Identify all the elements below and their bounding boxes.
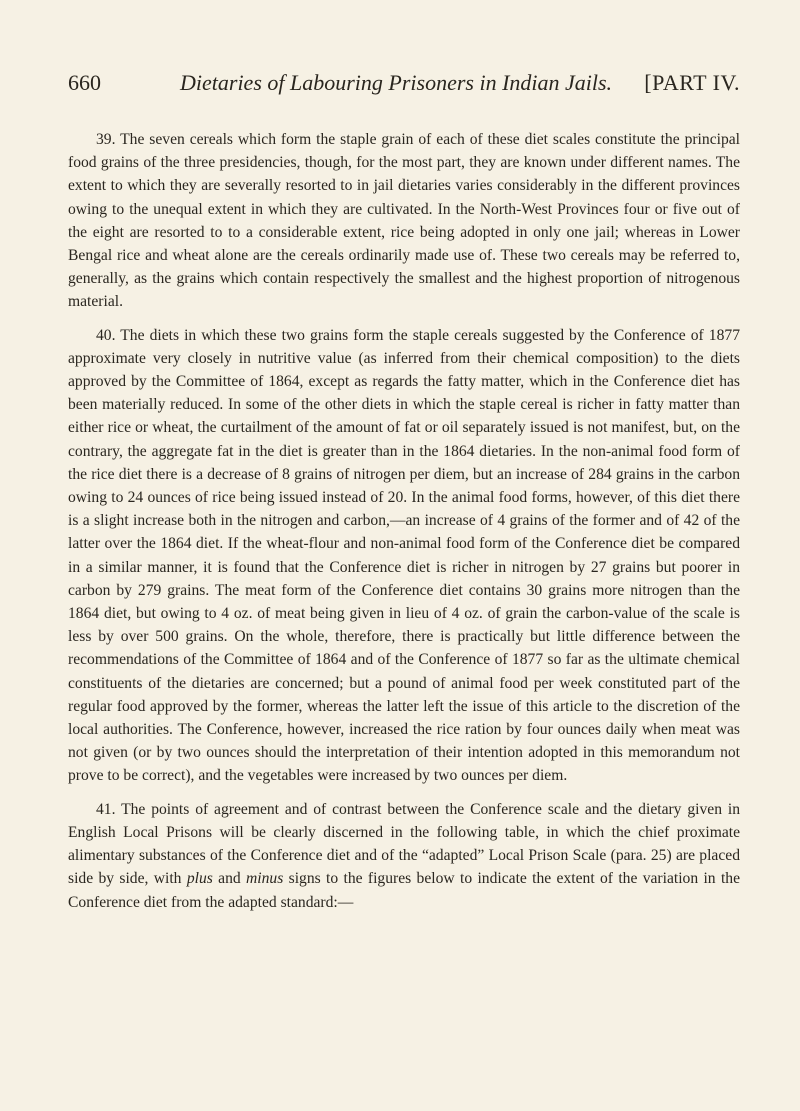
paragraph-41 — [68, 798, 740, 914]
plus-word: plus — [186, 870, 213, 888]
and-word: and — [212, 870, 247, 888]
paragraph-41-text: 41. The points of agreement and of contrast between the Conference scale and the dietary given in English Local Prisons will be clearly discerned in the following table, in which the chief proximate alimentary substances of the Conference diet and of the “adapted” Local Prison Scale (para. 25) are placed side by side, with — [68, 800, 740, 888]
page-number: 660 — [68, 70, 101, 95]
part-label: [PART IV. — [644, 70, 740, 95]
paragraph-40: 40. The diets in which these two grains form the staple cereals suggested by the Conference of 1877 approximate very closely in nutritive value (as inferred from their chemical composition) to the diets approved by the Committee of 1864, except as regards the fatty matter, which in the Conference diet has been materially reduced. In some of the other diets in which the staple cereal is richer in fatty matter than either rice or wheat, the curtailment of the amount of fat or oil separately issued is not manifest, but, on the contrary, the aggregate fat in the diet is greater than in the 1864 dietaries. In the non-animal food form of the rice diet there is a decrease of 8 grains of nitrogen per diem, but an increase of 284 grains in the carbon owing to 24 ounces of rice being issued instead of 20. In the animal food forms, however, of this diet there is a slight increase both in the nitrogen and carbon,—an increase of 4 grains of the former and of 42 of the latter over the 1864 diet. If the wheat-flour and non-animal food form of the Conference diet be compared in a similar manner, it is found that the Conference diet is richer in nitrogen by 27 grains but poorer in carbon by 279 grains. The meat form of the Conference diet contains 30 grains more nitrogen than the 1864 diet, but owing to 4 oz. of meat being given in lieu of 4 oz. of grain the carbon-value of the scale is less by over 500 grains. On the whole, therefore, there is practically but little difference between the recommendations of the Committee of 1864 and of the Conference of 1877 so far as the ultimate chemical constituents of the dietaries are concerned; but a pound of animal food per week constituted part of the regular food approved by the former, whereas the latter left the issue of this article to the discretion of the local authorities. The Conference, however, increased the rice ration by four ounces daily when meat was not given (or by two ounces should the interpretation of their intention adopted in this memorandum not prove to be correct), and the vegetables were increased by two ounces per diem. — [68, 326, 740, 785]
paragraph-41-text-end: signs to the figures below to indicate the extent of the variation in the Conference diet from the adapted standard:— — [68, 870, 740, 911]
page-body — [68, 128, 740, 914]
running-title: Dietaries of Labouring Prisoners in Indian Jails. — [180, 70, 613, 95]
paragraph-39: 39. The seven cereals which form the staple grain of each of these diet scales constitute the principal food grains of the three presidencies, though, for the most part, they are known under different names. The extent to which they are severally resorted to in jail dietaries varies considerably in the different provinces owing to the unequal extent in which they are cultivated. In the North-West Provinces four or five out of the eight are resorted to to a considerable extent, rice being adopted in only one jail; whereas in Lower Bengal rice and wheat alone are the cereals ordinarily made use of. These two cereals may be referred to, generally, as the grains which contain respectively the smallest and the highest proportion of nitrogenous material. — [68, 131, 740, 311]
page-header — [68, 70, 740, 100]
minus-word: minus — [246, 870, 284, 888]
